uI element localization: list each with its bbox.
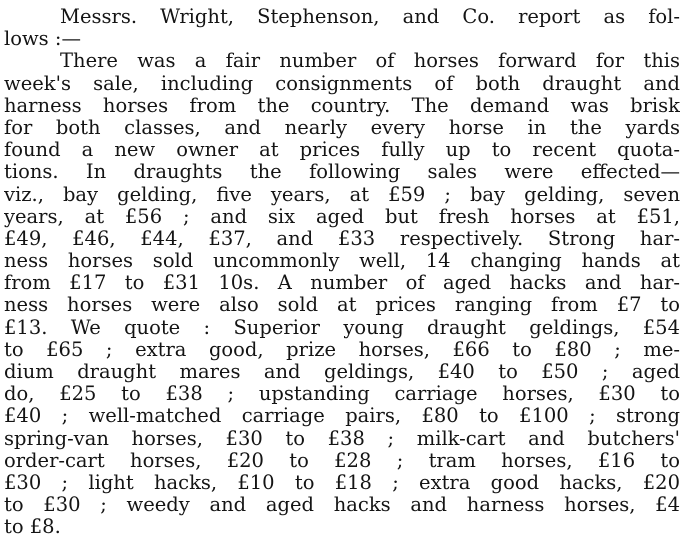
text-line: spring-van horses, £30 to £38 ; milk-cart and butchers' — [4, 427, 680, 450]
article-text — [4, 6, 680, 539]
text-line: found a new owner at prices fully up to recent quota- — [4, 139, 680, 162]
text-line: ness horses sold uncommonly well, 14 changing hands at — [4, 250, 680, 273]
text-line: order-cart horses, £20 to £28 ; tram horses, £16 to — [4, 449, 680, 472]
text-line: viz., bay gelding, five years, at £59 ; bay gelding, seven — [4, 183, 680, 206]
text-line: to £30 ; weedy and aged hacks and harness horses, £4 — [4, 494, 680, 517]
text-line: years, at £56 ; and six aged but fresh horses at £51, — [4, 205, 680, 228]
text-line: to £65 ; extra good, prize horses, £66 to £80 ; me- — [4, 338, 680, 361]
text-line: dium draught mares and geldings, £40 to £50 ; aged — [4, 361, 680, 383]
text-line: tions. In draughts the following sales were effected— — [4, 161, 680, 184]
text-line: for both classes, and nearly every horse in the yards — [4, 116, 680, 139]
text-line: lows :— — [4, 28, 81, 51]
text-line: week's sale, including consignments of both draught and — [4, 72, 680, 95]
text-line: £13. We quote : Superior young draught geldings, £54 — [4, 316, 680, 339]
text-line: Messrs. Wright, Stephenson, and Co. report as fol- — [60, 6, 680, 28]
text-line: There was a fair number of horses forward for this — [60, 50, 680, 73]
text-line: do, £25 to £38 ; upstanding carriage horses, £30 to — [4, 383, 680, 406]
text-line: from £17 to £31 10s. A number of aged hacks and har- — [4, 272, 680, 295]
text-line: to £8. — [4, 516, 61, 539]
text-line: harness horses from the country. The demand was brisk — [4, 94, 680, 117]
text-line: £30 ; light hacks, £10 to £18 ; extra good hacks, £20 — [4, 471, 680, 494]
text-line: £40 ; well-matched carriage pairs, £80 to £100 ; strong — [4, 405, 680, 428]
text-line: ness horses were also sold at prices ranging from £7 to — [4, 294, 680, 317]
text-line: £49, £46, £44, £37, and £33 respectively. Strong har- — [4, 227, 680, 250]
